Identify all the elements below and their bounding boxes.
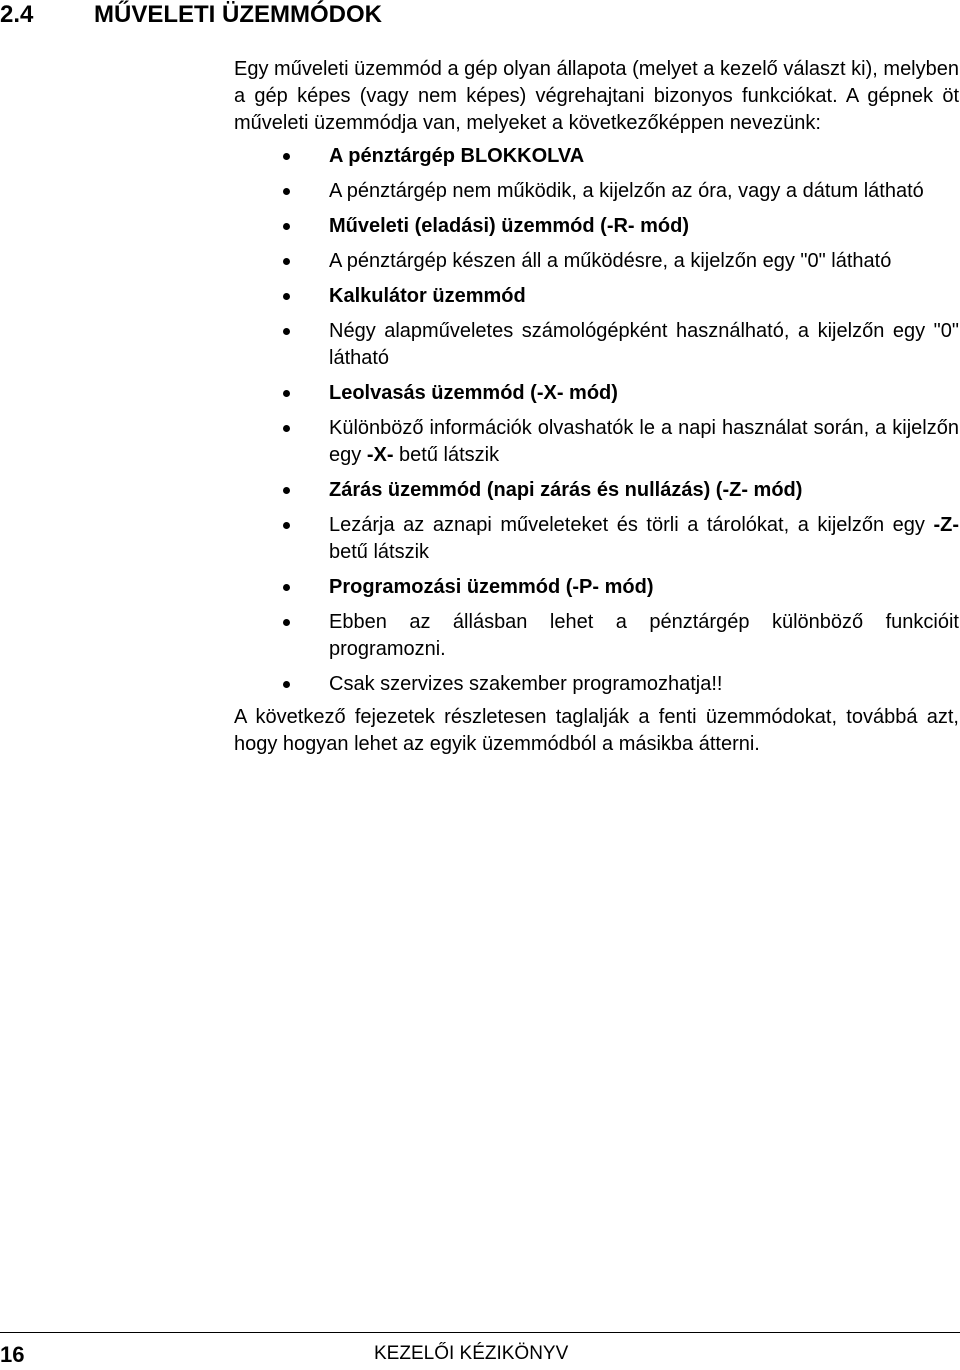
closing-paragraph: A következő fejezetek részletesen taglalják a fenti üzemmódokat, továbbá azt, hogy hogyan lehet az egyik üzemmódból a másikba átterni. xyxy=(234,706,959,755)
list-item-z-desc xyxy=(234,512,959,566)
section-heading xyxy=(0,0,382,30)
list-item-r-desc: A pénztárgép készen áll a működésre, a kijelzőn egy "0" látható xyxy=(234,248,959,275)
mode-list xyxy=(234,143,959,698)
footer-title: KEZELŐI KÉZIKÖNYV xyxy=(374,1343,569,1364)
x-desc-strong: -X- xyxy=(366,444,394,466)
page-content xyxy=(234,56,959,758)
section-title: MŰVELETI ÜZEMMÓDOK xyxy=(94,1,382,28)
x-desc-before: Különböző információk olvashatók le a napi használat során, a kijelzőn egy xyxy=(329,417,959,466)
list-item-p-mode: Programozási üzemmód (-P- mód) xyxy=(234,574,959,601)
list-item-z-mode: Zárás üzemmód (napi zárás és nullázás) (-Z- mód) xyxy=(234,477,959,504)
z-desc-after: betű látszik xyxy=(329,541,430,563)
z-desc-before: Lezárja az aznapi műveleteket és törli a tárolókat, a kijelzőn egy xyxy=(329,514,934,536)
list-item-x-mode: Leolvasás üzemmód (-X- mód) xyxy=(234,380,959,407)
x-desc-after: betű látszik xyxy=(393,444,500,466)
page-number: 16 xyxy=(0,1342,25,1367)
z-desc-strong: -Z- xyxy=(933,514,959,536)
list-item-service-note: Csak szervizes szakember programozhatja!! xyxy=(234,671,959,698)
list-item-x-desc xyxy=(234,415,959,469)
footer-divider xyxy=(0,1332,960,1333)
section-number: 2.4 xyxy=(0,1,34,28)
list-item-locked-mode: A pénztárgép BLOKKOLVA xyxy=(234,143,959,170)
list-item-r-mode: Műveleti (eladási) üzemmód (-R- mód) xyxy=(234,213,959,240)
list-item-calculator-desc: Négy alapműveletes számológépként használható, a kijelzőn egy "0" látható xyxy=(234,318,959,372)
intro-paragraph: Egy műveleti üzemmód a gép olyan állapota (melyet a kezelő választ ki), melyben a gép képes (vagy nem képes) végrehajtani bizonyos funkciókat. A gépnek öt műveleti üzemmódja van, melyeket a következőképpen nevezünk: xyxy=(234,58,959,134)
list-item-calculator-mode: Kalkulátor üzemmód xyxy=(234,283,959,310)
list-item-p-desc: Ebben az állásban lehet a pénztárgép különböző funkcióit programozni. xyxy=(234,609,959,663)
list-item-locked-desc: A pénztárgép nem működik, a kijelzőn az óra, vagy a dátum látható xyxy=(234,178,959,205)
